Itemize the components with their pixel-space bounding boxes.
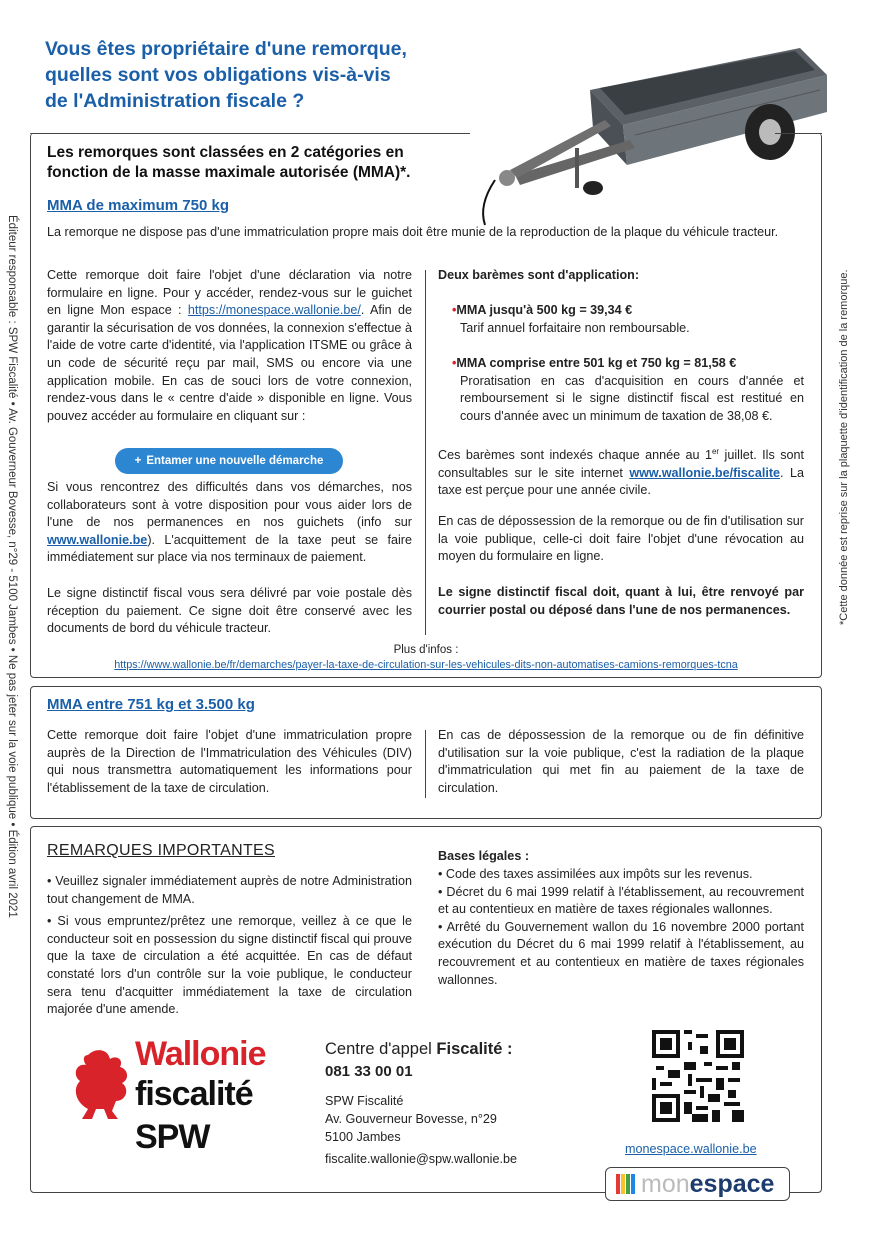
plate-radiation-text: En cas de dépossession de la remorque ou de fin définitive d'utilisation sur la voie publique, c'est la radiation de la plaque d'immatriculation qui met fin au paiement de la taxe de circulation. — [438, 728, 804, 795]
registration-text: Cette remorque doit faire l'objet d'une immatriculation propre auprès de la Direction de l'Immatriculation des Véhicules (DIV) qui nous transmettra automatiquement les informations pour l'établissement de la taxe de circulation. — [47, 728, 412, 795]
spw-logo-text: SPW — [135, 1118, 210, 1156]
monespace-badge — [605, 1167, 790, 1201]
list-item: • Si vous empruntez/prêtez une remorque, veillez à ce que le conducteur soit en possession du signe distinctif fiscal qui prouve que la taxe de circulation a été acquittée. En cas de défaut constaté lors d'un contrôle sur la voie publique, le conducteur sera tenu d'acquitter immédiatement la taxe de circulation majorée d'une amende. — [47, 914, 412, 1017]
badge-mon-text: mon — [641, 1169, 690, 1198]
list-item: • Code des taxes assimilées aux impôts sur les revenus. — [438, 867, 753, 881]
rate-title — [452, 302, 804, 320]
wallonie-logo-text: Wallonie — [135, 1035, 266, 1073]
indexation-text — [438, 443, 804, 500]
text-fragment: . Afin de garantir la sécurisation de vos données, la connexion s'effectue à l'aide de votre carte d'identité, via l'application ITSME ou grâce à un code de sécurité reçu par mail, SMS ou encore via une application mobile. En cas de souci lors de votre connexion, rendez-vous dans le « centre d'aide » disponible en ligne. Vous pouvez accéder au formulaire en cliquant sur : — [47, 303, 413, 423]
title-line: de l'Administration fiscale ? — [45, 90, 305, 112]
text-fragment: . La taxe est perçue pour une année civile. — [438, 465, 805, 498]
editor-text: Éditeur responsable : SPW Fiscalité • Av. Gouverneur Bovesse, n°29 - 5100 Jambes • Ne pas jeter sur la voie publique • Édition avril 2021 — [6, 215, 18, 918]
qr-code-icon — [652, 1030, 744, 1122]
online-declaration-text — [47, 267, 412, 425]
rate-title-text: MMA jusqu'à 500 kg = 39,34 € — [456, 303, 633, 317]
call-center-label — [325, 1040, 513, 1059]
return-sign-text: Le signe distinctif fiscal doit, quant à lui, être renvoyé par courrier postal ou déposé dans l'une de nos permanences. — [438, 585, 804, 617]
mma-3500-subheading: MMA entre 751 kg et 3.500 kg — [47, 696, 255, 713]
heading-line: Les remorques sont classées en 2 catégories en — [47, 144, 404, 161]
title-line: Vous êtes propriétaire d'une remorque, — [45, 38, 407, 60]
bullet-icon: • — [452, 356, 457, 370]
column-divider — [425, 730, 426, 798]
text-fragment: Cette remorque doit faire l'objet d'une déclaration via notre formulaire en ligne. Pour y accéder, rendez-vous sur le guichet en ligne Mon espace : — [47, 268, 412, 318]
fiscalite-link[interactable]: www.wallonie.be/fiscalite — [629, 465, 781, 480]
monespace-qr-link[interactable]: monespace.wallonie.be — [625, 1142, 757, 1156]
rate-500 — [452, 302, 804, 337]
start-new-procedure-button[interactable] — [115, 448, 343, 474]
title-line: quelles sont vos obligations vis-à-vis — [45, 64, 391, 86]
editor-sidebar — [2, 215, 20, 1215]
remarks-list — [47, 873, 412, 1024]
wallonie-link[interactable]: www.wallonie.be — [47, 532, 148, 547]
list-item: • Veuillez signaler immédiatement auprès de notre Administration tout changement de MMA. — [47, 874, 412, 906]
section-border — [775, 133, 822, 134]
fiscalite-logo-text: fiscalité — [135, 1075, 253, 1113]
rate-desc: Tarif annuel forfaitaire non remboursable. — [460, 320, 690, 335]
rate-desc: Proratisation en cas d'acquisition en cours d'année et remboursement si le signe distinctif fiscal est restitué en cours d'année avec un minimum de taxation de 38,08 €. — [460, 373, 804, 423]
remarks-heading: REMARQUES IMPORTANTES — [47, 842, 275, 859]
rooster-icon — [68, 1045, 138, 1125]
email-address: fiscalite.wallonie@spw.wallonie.be — [325, 1152, 517, 1166]
logo-bar — [626, 1174, 630, 1194]
assistance-text — [47, 479, 412, 567]
plus-icon: + — [134, 455, 142, 467]
button-label: Entamer une nouvelle démarche — [146, 455, 324, 467]
address-line: SPW Fiscalité — [325, 1094, 404, 1108]
rate-title-text: MMA comprise entre 501 kg et 750 kg = 81,58 € — [456, 356, 737, 370]
badge-espace-text: espace — [689, 1169, 775, 1198]
column-divider — [425, 270, 426, 635]
more-info-label: Plus d'infos : — [393, 644, 459, 656]
fiscal-sign-text: Le signe distinctif fiscal vous sera délivré par voie postale dès réception du paiement. Ce signe doit être conservé avec les documents de bord du véhicule tracteur. — [47, 586, 412, 636]
logo-bar — [616, 1174, 620, 1194]
bullet-icon: • — [452, 303, 457, 317]
superscript: er — [711, 447, 720, 456]
legal-bases-heading: Bases légales : — [438, 849, 530, 863]
more-info-link[interactable]: https://www.wallonie.be/fr/demarches/payer-la-taxe-de-circulation-sur-les-vehicules-dits-non-automatises-camions-remorques-tcna — [114, 659, 738, 671]
section-border — [30, 133, 470, 134]
text-fragment: juillet. Ils sont consultables sur le site internet — [438, 448, 805, 480]
logo-bar — [631, 1174, 635, 1194]
mma-750-intro: La remorque ne dispose pas d'une immatriculation propre mais doit être munie de la reproduction de la plaque du véhicule tracteur. — [47, 225, 779, 239]
legal-bases-list — [438, 866, 804, 989]
phone-number: 081 33 00 01 — [325, 1063, 413, 1080]
postal-address — [325, 1092, 497, 1146]
rates-heading: Deux barèmes sont d'application: — [438, 268, 640, 282]
text-fragment: Fiscalité : — [436, 1040, 513, 1058]
footnote-text: *Cette donnée est reprise sur la plaquette d'identification de la remorque. — [838, 269, 850, 625]
monespace-link[interactable]: https://monespace.wallonie.be/ — [187, 303, 361, 318]
address-line: 5100 Jambes — [325, 1130, 401, 1144]
rate-title — [452, 355, 804, 373]
list-item: • Décret du 6 mai 1999 relatif à l'établissement, au recouvrement et au contentieux en matière de taxes régionales wallonnes. — [438, 884, 804, 917]
text-fragment: Centre d'appel — [325, 1040, 437, 1058]
footnote-sidebar — [838, 225, 856, 625]
text-fragment: Si vous rencontrez des difficultés dans vos démarches, nos collaborateurs sont à votre disposition pour vous aider lors de l'une de nos permanences en nos guichets (info sur — [47, 480, 412, 530]
dispossession-text: En cas de dépossession de la remorque ou de fin d'utilisation sur la voie publique, celle-ci doit faire l'objet d'une révocation au moyen du formulaire en ligne. — [438, 514, 804, 564]
page-title — [45, 36, 515, 114]
list-item: • Arrêté du Gouvernement wallon du 16 novembre 2000 portant exécution du Décret du 6 mai 1999 relatif à l'établissement, au recouvrement et au contentieux en matière de taxes régionales wallonnes. — [438, 919, 804, 987]
categories-heading — [47, 143, 411, 183]
rate-750 — [452, 355, 804, 425]
heading-line: fonction de la masse maximale autorisée (MMA)*. — [47, 164, 411, 181]
logo-bar — [621, 1174, 625, 1194]
mma-750-subheading: MMA de maximum 750 kg — [47, 197, 229, 214]
text-fragment: ). L'acquittement de la taxe peut se faire immédiatement sur place via nos terminaux de paiement. — [47, 532, 412, 565]
address-line: Av. Gouverneur Bovesse, n°29 — [325, 1112, 497, 1126]
text-fragment: Ces barèmes sont indexés chaque année au 1 — [438, 448, 712, 463]
monespace-logo-icon — [616, 1174, 635, 1194]
